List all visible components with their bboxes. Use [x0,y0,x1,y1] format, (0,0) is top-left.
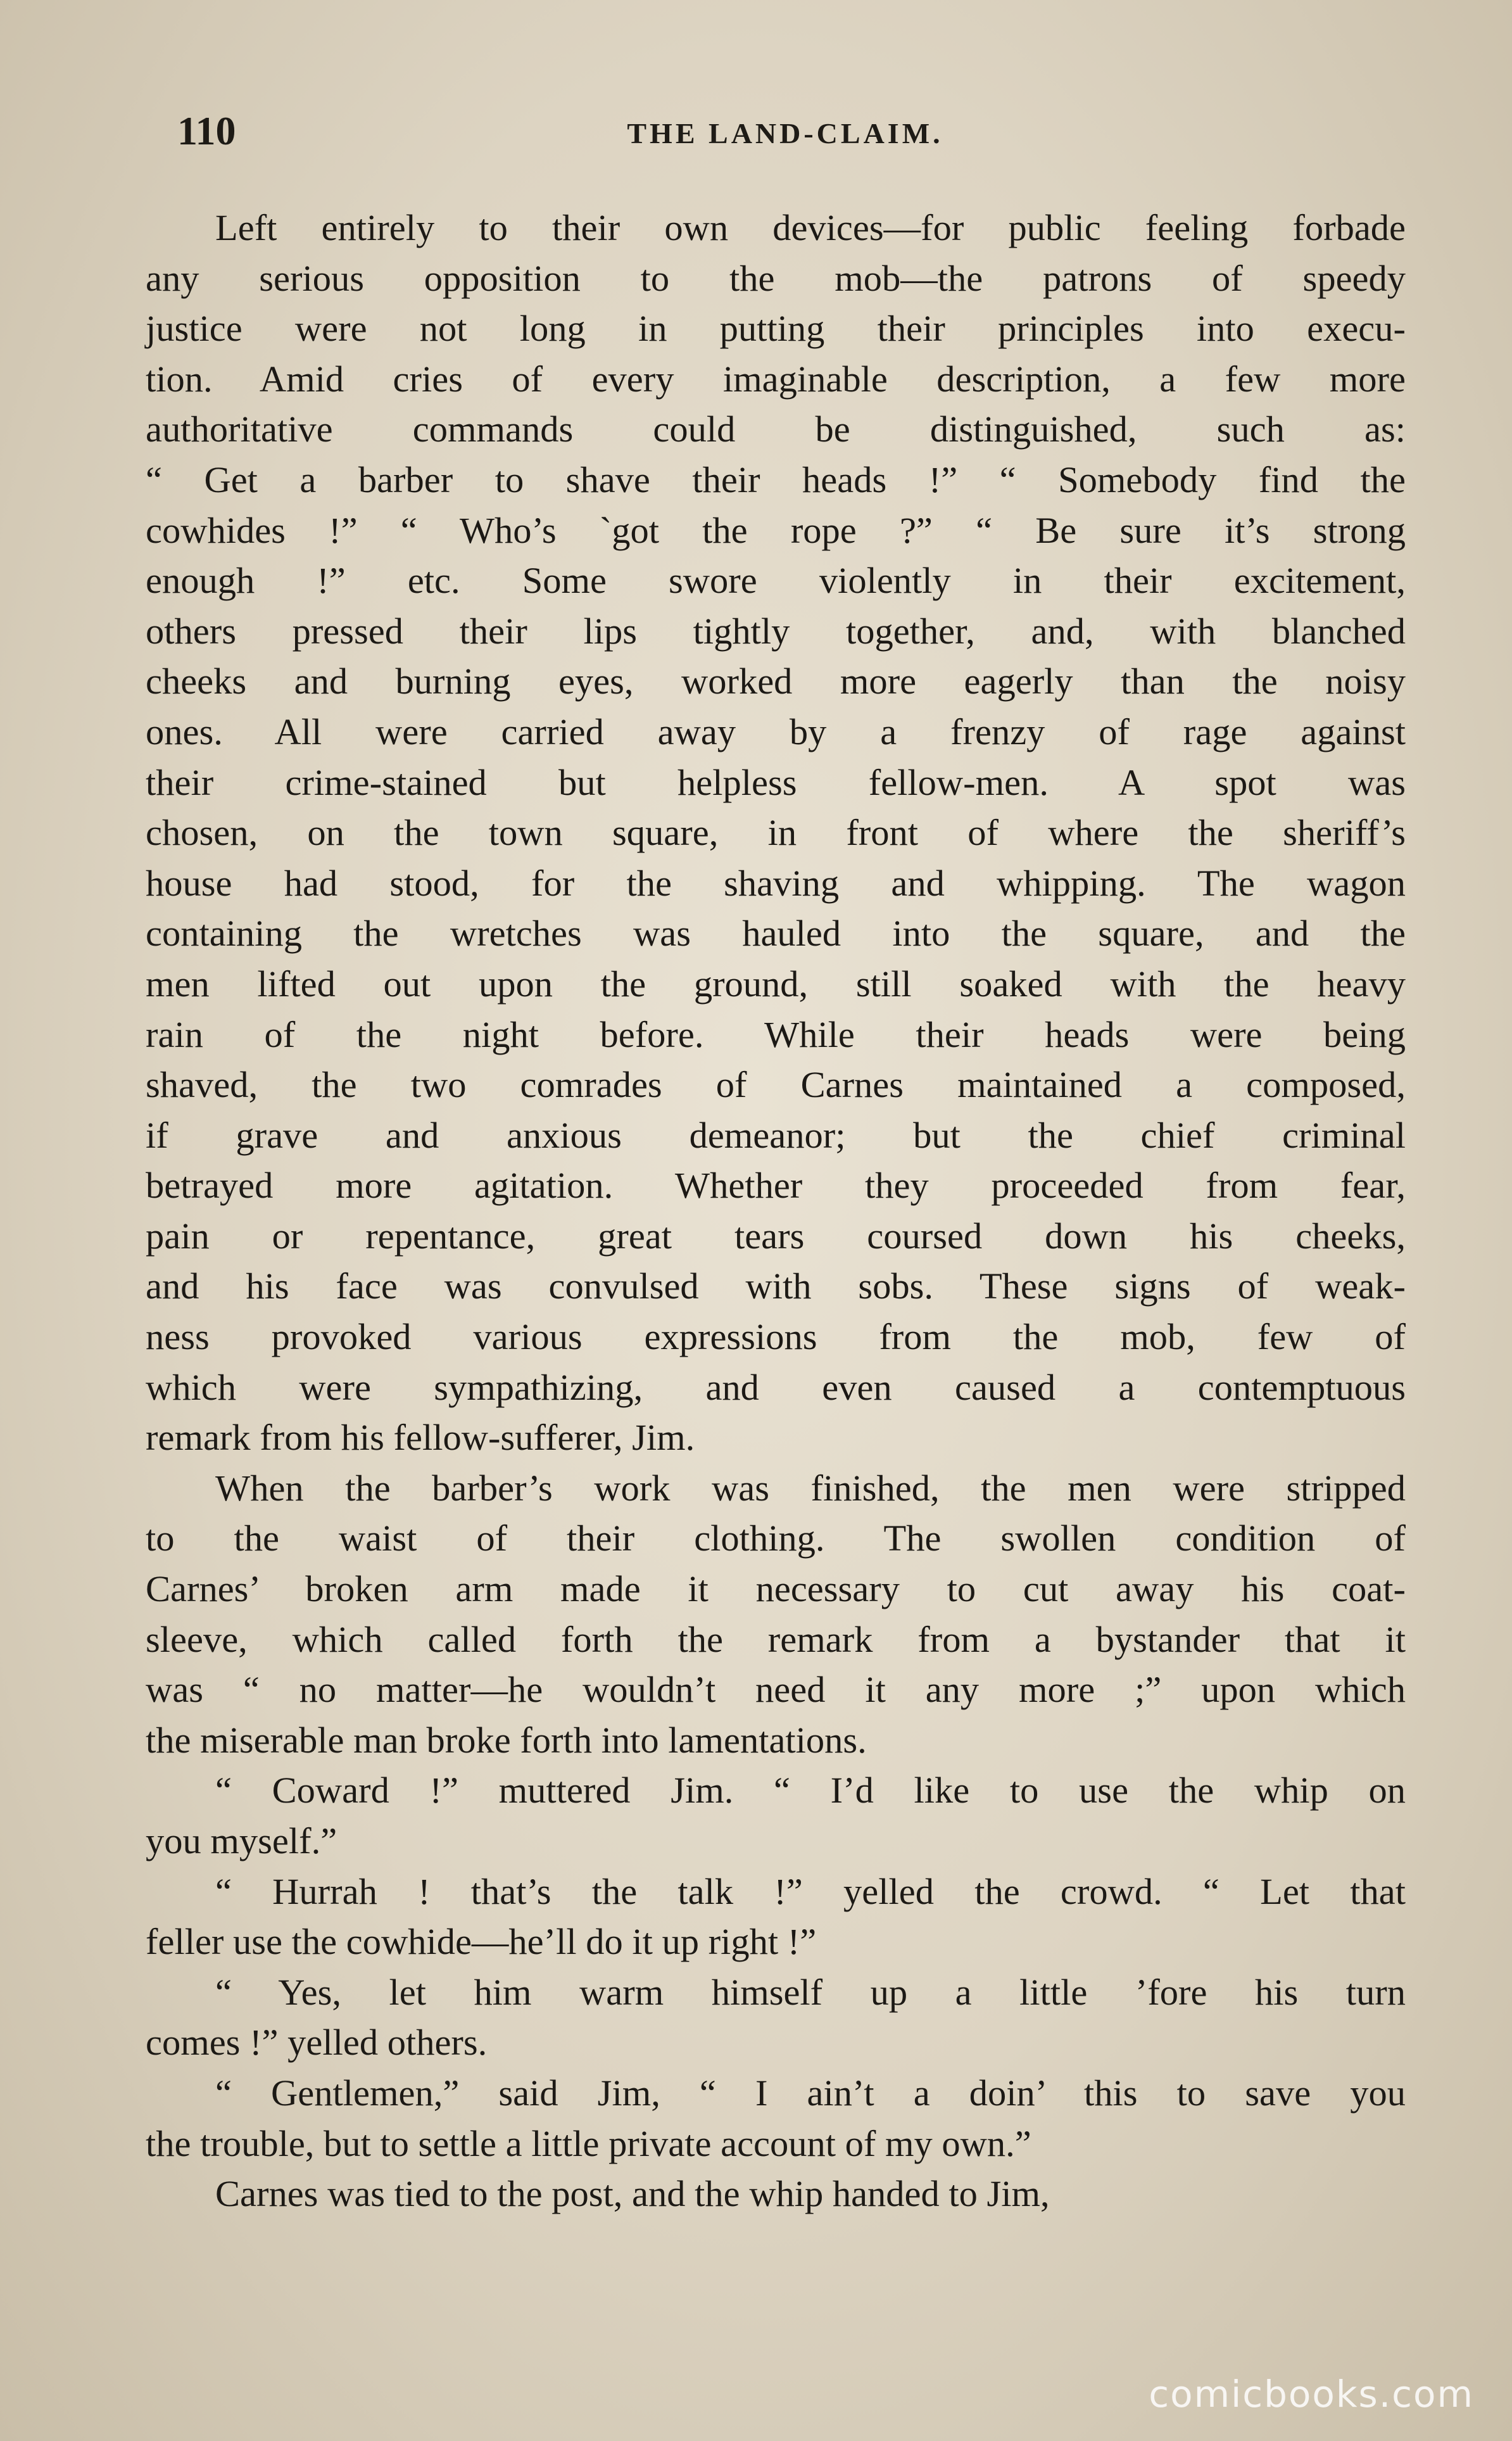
text-line: you myself.” [146,1820,337,1861]
text-line: “ Get a barber to shave their heads !” “ Somebody find the [146,459,1406,500]
text-line: “ Coward !” muttered Jim. “ I’d like to use the whip on [215,1770,1406,1811]
paragraph [146,1463,1406,1766]
text-line: to the waist of their clothing. The swollen condition of [146,1518,1406,1559]
text-line: the trouble, but to settle a little private account of my own.” [146,2122,1031,2164]
text-line: Left entirely to their own devices—for public feeling forbade [215,207,1406,248]
paragraph [146,1967,1406,2068]
page-header [158,108,1412,165]
text-line: rain of the night before. While their heads were being [146,1013,1406,1055]
text-line: When the barber’s work was finished, the men were stripped [215,1467,1406,1509]
text-line: justice were not long in putting their principles into execu- [146,308,1406,350]
paragraph [146,1765,1406,1866]
body-text [146,203,1406,2219]
text-line: the miserable man broke forth into lamentations. [146,1719,867,1761]
text-line: containing the wretches was hauled into the square, and the [146,913,1406,954]
text-line: and his face was convulsed with sobs. These signs of weak- [146,1265,1406,1307]
text-line: men lifted out upon the ground, still soaked with the heavy [146,963,1406,1005]
text-line: betrayed more agitation. Whether they proceeded from fear, [146,1165,1406,1207]
text-line: house had stood, for the shaving and whipping. The wagon [146,862,1406,904]
watermark: comicbooks.com [1149,2373,1474,2416]
paragraph [146,2068,1406,2169]
text-line: authoritative commands could be distinguished, such as: [146,409,1406,450]
text-line: Carnes was tied to the post, and the whip handed to Jim, [215,2173,1050,2215]
text-line: comes !” yelled others. [146,2022,488,2064]
text-line: enough !” etc. Some swore violently in their excitement, [146,560,1406,602]
text-line: was “ no matter—he wouldn’t need it any more ;” upon which [146,1669,1406,1711]
text-line: cheeks and burning eyes, worked more eagerly than the noisy [146,661,1406,702]
text-line: ones. All were carried away by a frenzy of rage against [146,711,1406,752]
text-line: pain or repentance, great tears coursed down his cheeks, [146,1215,1406,1257]
paragraph [146,2169,1406,2219]
text-line: which were sympathizing, and even caused a contemptuous [146,1366,1406,1408]
text-line: if grave and anxious demeanor; but the chief criminal [146,1114,1406,1156]
text-line: “ Hurrah ! that’s the talk !” yelled the crowd. “ Let that [215,1870,1406,1912]
text-line: “ Yes, let him warm himself up a little ’fore his turn [215,1971,1406,2013]
text-line: remark from his fellow-sufferer, Jim. [146,1417,695,1459]
text-line: any serious opposition to the mob—the patrons of speedy [146,257,1406,299]
text-line: feller use the cowhide—he’ll do it up right !” [146,1921,817,1963]
text-line: Carnes’ broken arm made it necessary to cut away his coat- [146,1568,1406,1610]
text-line: tion. Amid cries of every imaginable description, a few more [146,358,1406,400]
text-line: shaved, the two comrades of Carnes maintained a composed, [146,1064,1406,1106]
running-head: THE LAND-CLAIM. [627,117,943,149]
text-line: “ Gentlemen,” said Jim, “ I ain’t a doin’ this to save you [215,2072,1406,2114]
text-line: others pressed their lips tightly together, and, with blanched [146,610,1406,652]
text-line: ness provoked various expressions from the mob, few of [146,1316,1406,1358]
text-line: their crime-stained but helpless fellow-men. A spot was [146,761,1406,803]
text-line: chosen, on the town square, in front of where the sheriff’s [146,812,1406,854]
page-number: 110 [177,108,236,153]
paragraph [146,203,1406,1463]
text-line: cowhides !” “ Who’s `got the rope ?” “ Be sure it’s strong [146,509,1406,551]
text-line: sleeve, which called forth the remark from a bystander that it [146,1618,1406,1660]
paragraph [146,1867,1406,1967]
